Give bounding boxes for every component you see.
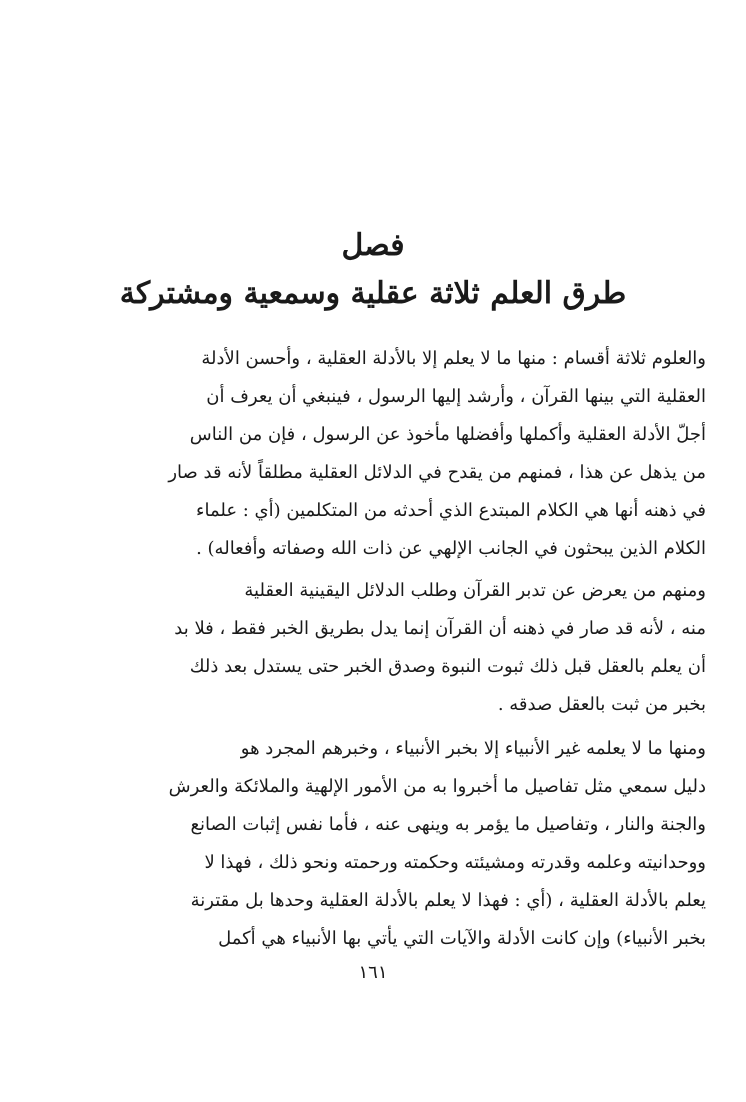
text-line: منه ، لأنه قد صار في ذهنه أن القرآن إنما يدل بطريق الخبر فقط ، فلا بد <box>174 618 706 639</box>
text-line: ووحدانيته وعلمه وقدرته ومشيئته وحكمته ورحمته ونحو ذلك ، فهذا لا <box>204 852 706 873</box>
paragraph-1 <box>60 340 706 568</box>
text-line: بخبر الأنبياء) وإن كانت الأدلة والآيات التي يأتي بها الأنبياء هي أكمل <box>218 928 706 949</box>
text-line: في ذهنه أنها هي الكلام المبتدع الذي أحدثه من المتكلمين (أي : علماء <box>196 500 706 521</box>
text-line: الكلام الذين يبحثون في الجانب الإلهي عن ذات الله وصفاته وأفعاله) . <box>196 538 706 559</box>
text-line: دليل سمعي مثل تفاصيل ما أخبروا به من الأمور الإلهية والملائكة والعرش <box>168 776 706 797</box>
page-number: ١٦١ <box>358 962 388 983</box>
text-line: يعلم بالأدلة العقلية ، (أي : فهذا لا يعلم بالأدلة العقلية وحدها بل مقترنة <box>190 890 706 911</box>
text-line: من يذهل عن هذا ، فمنهم من يقدح في الدلائل العقلية مطلقاً لأنه قد صار <box>168 462 706 483</box>
text-line: أن يعلم بالعقل قبل ذلك ثبوت النبوة وصدق الخبر حتى يستدل بعد ذلك <box>189 656 706 677</box>
text-line: العقلية التي بينها القرآن ، وأرشد إليها الرسول ، فينبغي أن يعرف أن <box>206 386 706 407</box>
text-line: ومنهم من يعرض عن تدبر القرآن وطلب الدلائل اليقينية العقلية <box>244 580 706 601</box>
text-line: والعلوم ثلاثة أقسام : منها ما لا يعلم إلا بالأدلة العقلية ، وأحسن الأدلة <box>201 348 706 369</box>
section-title: طرق العلم ثلاثة عقلية وسمعية ومشتركة <box>119 276 627 311</box>
text-line: أجلّ الأدلة العقلية وأكملها وأفضلها مأخوذ عن الرسول ، فإن من الناس <box>189 424 706 445</box>
text-line: ومنها ما لا يعلمه غير الأنبياء إلا بخبر الأنبياء ، وخبرهم المجرد هو <box>240 738 706 759</box>
text-line: بخبر من ثبت بالعقل صدقه . <box>497 694 706 715</box>
paragraph-3 <box>60 730 706 958</box>
chapter-heading: فصل <box>341 228 405 263</box>
text-line: والجنة والنار ، وتفاصيل ما يؤمر به وينهى عنه ، فأما نفس إثبات الصانع <box>190 814 706 835</box>
paragraph-2 <box>60 572 706 724</box>
